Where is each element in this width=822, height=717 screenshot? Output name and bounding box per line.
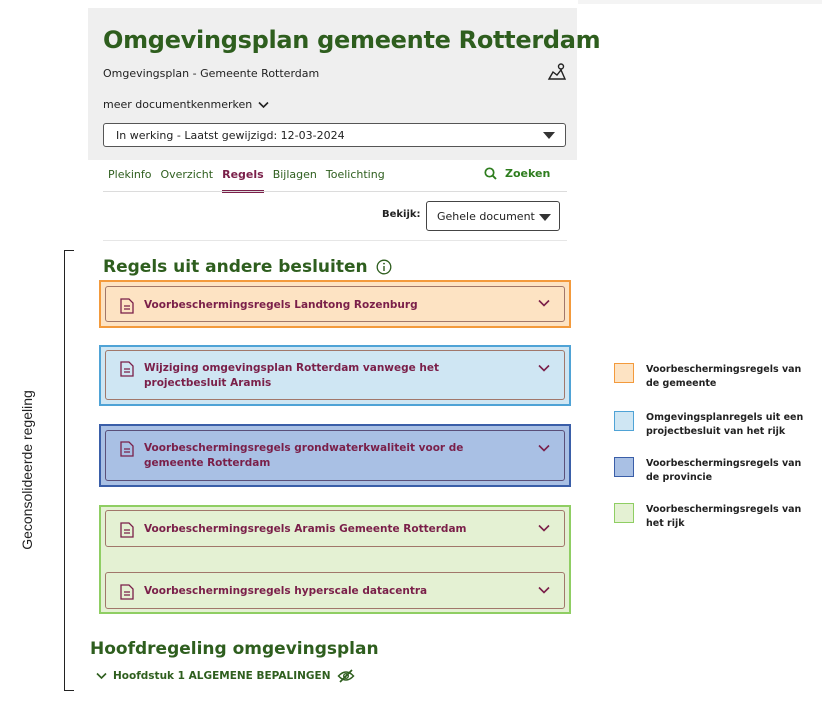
tab-plekinfo[interactable]: Plekinfo	[108, 168, 152, 181]
rule-item[interactable]	[105, 430, 565, 481]
legend-label: Omgevingsplanregels uit een projectbesluit van het rijk	[646, 412, 804, 437]
search-button[interactable]	[484, 167, 550, 180]
tab-toelichting[interactable]: Toelichting	[325, 168, 385, 181]
legend-item-rijk	[614, 503, 806, 531]
legend-item-gemeente	[614, 363, 806, 391]
bracket-label-text: Geconsolideerde regeling	[19, 390, 35, 550]
info-icon[interactable]	[376, 259, 392, 275]
rule-title: Voorbeschermingsregels grondwaterkwaliteit voor de gemeente Rotterdam	[144, 442, 464, 469]
chevron-down-icon	[538, 524, 550, 532]
eye-slash-icon[interactable]	[337, 669, 355, 683]
section-title-text: Regels uit andere besluiten	[103, 257, 368, 277]
page-subtitle: Omgevingsplan - Gemeente Rotterdam	[103, 67, 320, 80]
tab-bijlagen[interactable]: Bijlagen	[272, 168, 317, 181]
legend-swatch	[614, 457, 634, 477]
chevron-down-icon	[258, 101, 269, 109]
document-icon	[120, 584, 134, 600]
rule-item[interactable]	[105, 350, 565, 400]
rule-item[interactable]	[105, 286, 565, 322]
chevron-down-icon	[538, 299, 550, 307]
main-regulation-title: Hoofdregeling omgevingsplan	[90, 639, 379, 659]
chapter-toggle[interactable]	[96, 669, 355, 683]
rule-title: Wijziging omgevingsplan Rotterdam vanwege het projectbesluit Aramis	[144, 362, 440, 389]
rule-title: Voorbeschermingsregels Landtong Rozenburg	[144, 299, 418, 311]
version-select[interactable]	[103, 123, 566, 147]
rule-item[interactable]	[105, 572, 565, 609]
document-icon	[120, 441, 134, 457]
tab-regels[interactable]: Regels	[222, 168, 264, 186]
legend-item-provincie	[614, 457, 806, 485]
legend-label: Voorbeschermingsregels van de provincie	[646, 458, 802, 483]
document-icon	[120, 298, 134, 314]
legend-label: Voorbeschermingsregels van de gemeente	[646, 364, 802, 389]
legend-swatch	[614, 503, 634, 523]
dropdown-triangle-icon	[539, 214, 551, 221]
chevron-down-icon	[538, 586, 550, 594]
top-strip	[578, 0, 822, 4]
dropdown-triangle-icon	[543, 132, 555, 139]
legend-swatch	[614, 363, 634, 383]
rule-title: Voorbeschermingsregels hyperscale datacentra	[144, 585, 428, 597]
view-select-value: Gehele document	[437, 209, 535, 223]
page-title: Omgevingsplan gemeente Rotterdam	[103, 26, 601, 54]
document-icon	[120, 361, 134, 377]
chevron-down-icon	[96, 672, 107, 680]
chevron-down-icon	[538, 444, 550, 452]
rule-title: Voorbeschermingsregels Aramis Gemeente Rotterdam	[144, 523, 467, 535]
more-document-properties-toggle[interactable]	[103, 98, 269, 111]
search-icon	[484, 167, 497, 180]
view-select[interactable]	[426, 201, 560, 231]
tab-bar	[108, 168, 385, 186]
document-icon	[120, 522, 134, 538]
legend-label: Voorbeschermingsregels van het rijk	[646, 504, 802, 529]
tab-overzicht[interactable]: Overzicht	[160, 168, 214, 181]
view-label: Bekijk:	[382, 209, 421, 220]
view-divider	[103, 240, 567, 241]
rule-item[interactable]	[105, 510, 565, 547]
search-label: Zoeken	[505, 167, 551, 180]
legend-item-projectbesluit	[614, 411, 806, 439]
legend-swatch	[614, 411, 634, 431]
tab-divider	[103, 191, 567, 192]
section-title	[103, 257, 392, 277]
chevron-down-icon	[538, 364, 550, 372]
map-pin-icon[interactable]	[547, 62, 567, 82]
version-select-value: In werking - Laatst gewijzigd: 12-03-2024	[116, 128, 345, 142]
chapter-title: Hoofdstuk 1 ALGEMENE BEPALINGEN	[113, 670, 331, 682]
more-properties-label: meer documentkenmerken	[103, 98, 253, 111]
consolidation-bracket	[64, 250, 74, 691]
